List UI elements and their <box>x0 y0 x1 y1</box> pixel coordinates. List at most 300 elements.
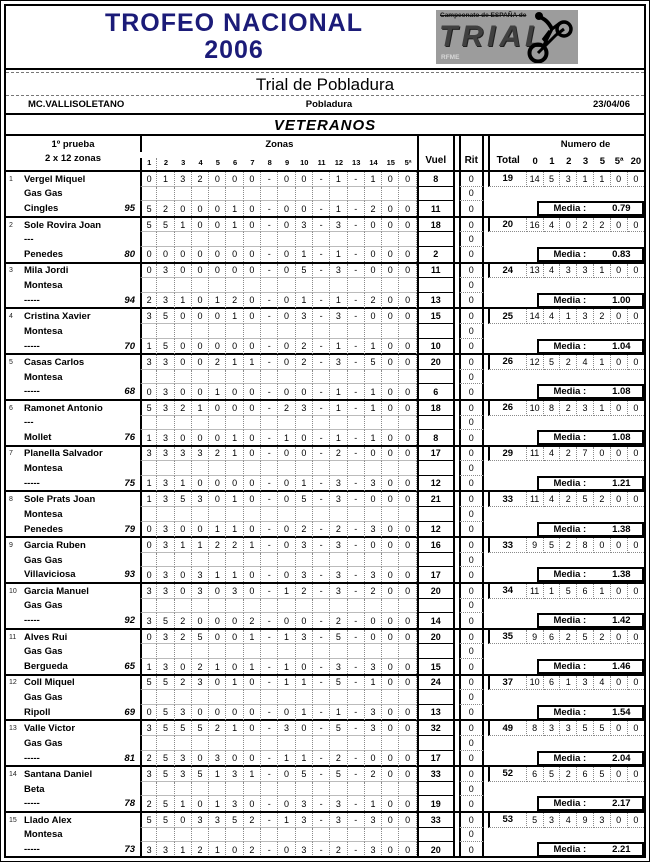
zone-score-cell: - <box>261 218 278 233</box>
zone-empty-cell <box>399 461 416 476</box>
zone-score-cell: 3 <box>175 172 192 187</box>
zone-score-cell: 0 <box>365 247 382 262</box>
rider-position-spacer <box>6 416 20 431</box>
media-box <box>537 842 644 857</box>
media-label: Media : <box>553 523 587 535</box>
rider-block <box>6 721 644 767</box>
zone-score-cell: - <box>313 492 330 507</box>
zone-score-cell: 0 <box>399 613 416 628</box>
zone-score-cell: 0 <box>278 201 295 216</box>
zone-empty-cell <box>175 644 192 659</box>
zone-empty-cell <box>278 782 295 797</box>
zone-score-cell: 0 <box>140 538 157 553</box>
numero-count-cell: 4 <box>544 447 561 462</box>
numero-count-cell: 0 <box>594 538 611 553</box>
vuel-lap2-cell: 19 <box>417 796 455 811</box>
zone-score-cell: 0 <box>140 567 157 582</box>
numero-count-cell: 1 <box>560 676 577 691</box>
zone-score-cell: 3 <box>157 522 174 537</box>
zone-score-cell: 0 <box>382 751 399 766</box>
zone-score-cell: 2 <box>209 355 226 370</box>
zone-score-cell: 3 <box>175 751 192 766</box>
zone-score-cell: 3 <box>157 476 174 491</box>
zone-score-cell: 0 <box>296 613 313 628</box>
zone-empty-cell <box>296 553 313 568</box>
zone-score-cell: 1 <box>157 172 174 187</box>
zone-empty-cell <box>244 644 261 659</box>
zone-score-cell: 0 <box>192 309 209 324</box>
zone-score-cell: 1 <box>226 721 243 736</box>
zone-score-cell: 0 <box>140 630 157 645</box>
rit-cell: 0 <box>459 507 484 522</box>
vuel-lap1-cell: 33 <box>417 813 455 828</box>
media-box <box>537 430 644 445</box>
zone-score-cell: - <box>313 218 330 233</box>
zone-empty-cell <box>192 187 209 202</box>
rider-row-brand <box>6 232 644 247</box>
zone-score-cell: 3 <box>330 813 347 828</box>
media-area <box>488 842 645 857</box>
zone-score-cell: 1 <box>175 842 192 857</box>
zone-score-cell: 0 <box>399 584 416 599</box>
zone-score-cell: 3 <box>157 567 174 582</box>
rider-position-spacer <box>6 324 20 339</box>
numero-count-cell: 4 <box>594 676 611 691</box>
zone-score-cell: 0 <box>226 659 243 674</box>
zone-score-cell: - <box>313 430 330 445</box>
zone-score-cell: - <box>348 430 365 445</box>
zone-empty-cell <box>226 828 243 843</box>
zone-score-cell: 3 <box>296 538 313 553</box>
zone-empty-cell <box>313 553 330 568</box>
rider-number: 75 <box>124 477 135 489</box>
zone-score-cell: 0 <box>244 264 261 279</box>
zone-score-cell: - <box>348 201 365 216</box>
zone-score-cell: 1 <box>226 522 243 537</box>
zone-score-cell: 0 <box>175 584 192 599</box>
zone-empty-cell <box>382 507 399 522</box>
zone-empty-cell <box>365 416 382 431</box>
zone-score-cell: 2 <box>330 751 347 766</box>
rider-position-spacer <box>6 430 20 445</box>
numero-count-cell: 1 <box>594 584 611 599</box>
zone-empty-cell <box>365 782 382 797</box>
zone-score-cell: 0 <box>244 339 261 354</box>
zone-score-cell: - <box>261 567 278 582</box>
zone-score-cell: - <box>261 447 278 462</box>
zone-score-cell: 0 <box>209 309 226 324</box>
media-value: 2.21 <box>612 844 631 856</box>
rider-block <box>6 447 644 493</box>
media-label: Media : <box>553 798 587 810</box>
logo-org-label: RFME <box>441 54 460 61</box>
numero-count-cell: 16 <box>527 218 544 233</box>
header-zone-12: 12 <box>334 158 344 167</box>
rider-position-spacer <box>6 659 20 674</box>
numero-count-cell: 5 <box>544 538 561 553</box>
rider-brand: Beta <box>24 783 45 795</box>
zone-empty-cell <box>140 187 157 202</box>
zone-empty-cell <box>313 370 330 385</box>
zone-score-cell: 2 <box>226 538 243 553</box>
zone-score-cell: 5 <box>157 767 174 782</box>
rider-position-spacer <box>6 370 20 385</box>
zone-score-cell: - <box>313 264 330 279</box>
zone-score-cell: 0 <box>226 172 243 187</box>
zone-score-cell: 0 <box>399 705 416 720</box>
zone-score-cell: 5 <box>192 721 209 736</box>
zone-score-cell: - <box>348 172 365 187</box>
zone-score-cell: 0 <box>399 751 416 766</box>
zone-score-cell: 1 <box>226 447 243 462</box>
numero-count-cell: 0 <box>628 630 645 645</box>
zone-empty-cell <box>348 690 365 705</box>
zone-score-cell: 3 <box>140 767 157 782</box>
zone-empty-cell <box>175 187 192 202</box>
vuel-empty-cell <box>417 324 455 339</box>
zone-empty-cell <box>313 599 330 614</box>
rider-row-lap1 <box>6 767 644 782</box>
numero-count-cell: 6 <box>527 767 544 782</box>
numero-count-cell: 0 <box>628 264 645 279</box>
zone-score-cell: 3 <box>330 796 347 811</box>
zone-empty-cell <box>209 416 226 431</box>
vuel-lap1-cell: 18 <box>417 218 455 233</box>
zone-score-cell: 1 <box>175 796 192 811</box>
rider-position: 11 <box>9 633 17 641</box>
zone-empty-cell <box>296 507 313 522</box>
zone-score-cell: 0 <box>365 264 382 279</box>
numero-count-cell: 0 <box>628 447 645 462</box>
rider-club: Cingles <box>24 203 59 215</box>
zone-score-cell: 3 <box>330 355 347 370</box>
zone-empty-cell <box>313 644 330 659</box>
rit-cell: 0 <box>459 461 484 476</box>
zone-score-cell: - <box>261 613 278 628</box>
zone-score-cell: 1 <box>175 538 192 553</box>
numero-count-cell: 1 <box>577 172 594 187</box>
vuel-lap2-cell: 13 <box>417 293 455 308</box>
numero-count-cell: 0 <box>611 172 628 187</box>
zone-score-cell: 1 <box>365 172 382 187</box>
numero-count-cell: 11 <box>527 447 544 462</box>
zone-score-cell: 3 <box>140 842 157 857</box>
zone-score-cell: 5 <box>296 492 313 507</box>
zone-score-cell: 0 <box>399 842 416 857</box>
zone-score-cell: 5 <box>330 721 347 736</box>
zone-score-cell: 3 <box>209 813 226 828</box>
rit-cell: 0 <box>459 676 484 691</box>
rider-row-brand <box>6 828 644 843</box>
rider-block <box>6 401 644 447</box>
zone-score-cell: 1 <box>226 676 243 691</box>
rider-position-spacer <box>6 842 20 857</box>
numero-count-cell: 14 <box>527 309 544 324</box>
zone-score-cell: 0 <box>209 613 226 628</box>
rider-name: Sole Prats Joan <box>24 494 96 506</box>
numero-count-cell: 4 <box>544 218 561 233</box>
rit-cell: 0 <box>459 538 484 553</box>
zone-score-cell: - <box>348 522 365 537</box>
zone-score-cell: 1 <box>278 813 295 828</box>
zone-score-cell: - <box>348 384 365 399</box>
rider-row-lap1 <box>6 218 644 233</box>
zone-score-cell: 0 <box>244 172 261 187</box>
zone-empty-cell <box>244 690 261 705</box>
zone-score-cell: 3 <box>330 309 347 324</box>
zone-score-cell: 0 <box>244 247 261 262</box>
zone-score-cell: 0 <box>209 430 226 445</box>
zone-score-cell: 0 <box>382 172 399 187</box>
zone-score-cell: 5 <box>140 201 157 216</box>
media-box <box>537 293 644 308</box>
zone-score-cell: - <box>313 659 330 674</box>
zone-score-cell: 0 <box>140 247 157 262</box>
zone-empty-cell <box>226 782 243 797</box>
zone-score-cell: 0 <box>382 538 399 553</box>
header-zone-11: 11 <box>317 158 326 167</box>
zone-score-cell: 2 <box>278 401 295 416</box>
zone-score-cell: 0 <box>140 705 157 720</box>
header-zone-2: 2 <box>163 158 169 167</box>
zone-score-cell: 0 <box>192 522 209 537</box>
media-area <box>488 201 645 216</box>
numero-count-cell: 2 <box>594 492 611 507</box>
zone-empty-cell <box>296 828 313 843</box>
zone-empty-cell <box>296 278 313 293</box>
zone-score-cell: 0 <box>209 218 226 233</box>
rider-row-lap2 <box>6 705 644 720</box>
rider-brand: Gas Gas <box>24 188 63 200</box>
zone-empty-cell <box>140 644 157 659</box>
zone-score-cell: 1 <box>209 796 226 811</box>
zone-score-cell: 2 <box>192 842 209 857</box>
rider-block <box>6 538 644 584</box>
numero-count-cell: 3 <box>560 721 577 736</box>
numero-count-cell: 4 <box>544 309 561 324</box>
zone-empty-cell <box>330 736 347 751</box>
zone-empty-cell <box>382 370 399 385</box>
zone-score-cell: 3 <box>175 447 192 462</box>
zone-score-cell: 0 <box>399 355 416 370</box>
zone-score-cell: 2 <box>140 751 157 766</box>
numero-count-cell: 9 <box>577 813 594 828</box>
zone-score-cell: 3 <box>175 767 192 782</box>
total-cell: 53 <box>488 813 527 828</box>
zone-empty-cell <box>330 416 347 431</box>
zone-score-cell: - <box>348 705 365 720</box>
vuel-lap2-cell: 2 <box>417 247 455 262</box>
rider-name: Santana Daniel <box>24 768 93 780</box>
zone-empty-cell <box>313 278 330 293</box>
zone-score-cell: - <box>261 430 278 445</box>
zone-score-cell: 0 <box>382 247 399 262</box>
rider-brand: Montesa <box>24 463 63 475</box>
zone-score-cell: 3 <box>140 355 157 370</box>
zone-score-cell: - <box>348 447 365 462</box>
media-box <box>537 751 644 766</box>
zone-score-cell: 3 <box>296 630 313 645</box>
zone-score-cell: 1 <box>330 401 347 416</box>
media-label: Media : <box>553 615 587 627</box>
vuel-empty-cell <box>417 644 455 659</box>
zone-score-cell: 0 <box>382 264 399 279</box>
zone-score-cell: 0 <box>399 247 416 262</box>
numero-count-cell: 1 <box>594 401 611 416</box>
zone-score-cell: 3 <box>140 447 157 462</box>
numero-count-cell: 0 <box>611 538 628 553</box>
header-zone-6: 6 <box>233 158 238 167</box>
rider-position: 6 <box>9 404 13 412</box>
zone-empty-cell <box>140 599 157 614</box>
rider-block <box>6 813 644 857</box>
header-rit: Rit <box>459 136 484 170</box>
zone-empty-cell <box>296 599 313 614</box>
rider-name: Cristina Xavier <box>24 311 91 323</box>
right-empty-area <box>488 278 645 293</box>
zone-score-cell: 0 <box>244 476 261 491</box>
zone-score-cell: 0 <box>365 309 382 324</box>
zone-score-cell: 0 <box>244 447 261 462</box>
table-header <box>6 136 644 172</box>
total-cell: 49 <box>488 721 527 736</box>
rider-row-lap2 <box>6 567 644 582</box>
zone-score-cell: - <box>348 401 365 416</box>
zone-empty-cell <box>175 828 192 843</box>
zone-score-cell: 0 <box>157 247 174 262</box>
zone-score-cell: - <box>348 813 365 828</box>
rit-cell: 0 <box>459 309 484 324</box>
zone-score-cell: 0 <box>278 567 295 582</box>
rider-position-spacer <box>6 690 20 705</box>
zone-score-cell: 0 <box>399 430 416 445</box>
zone-score-cell: 0 <box>278 218 295 233</box>
zone-empty-cell <box>399 507 416 522</box>
zone-empty-cell <box>399 553 416 568</box>
zone-score-cell: 0 <box>399 659 416 674</box>
zone-score-cell: 3 <box>140 309 157 324</box>
rider-brand: Gas Gas <box>24 646 63 658</box>
zone-empty-cell <box>365 370 382 385</box>
rider-row-lap2 <box>6 293 644 308</box>
zone-score-cell: 0 <box>278 538 295 553</box>
zone-score-cell: 0 <box>278 339 295 354</box>
numero-count-cell: 5 <box>527 813 544 828</box>
sheet-inner-frame <box>4 4 646 858</box>
rider-block <box>6 172 644 218</box>
zone-empty-cell <box>348 232 365 247</box>
zone-score-cell: 0 <box>244 218 261 233</box>
zone-empty-cell <box>348 507 365 522</box>
zone-score-cell: 0 <box>278 842 295 857</box>
zone-score-cell: 3 <box>192 676 209 691</box>
numero-count-cell: 8 <box>527 721 544 736</box>
rider-brand: --- <box>24 417 34 429</box>
zone-score-cell: 0 <box>399 813 416 828</box>
zone-score-cell: 3 <box>157 264 174 279</box>
organizing-club: MC.VALLISOLETANO <box>28 99 125 110</box>
zone-empty-cell <box>365 553 382 568</box>
numero-count-cell: 9 <box>527 538 544 553</box>
media-area <box>488 522 645 537</box>
zone-score-cell: 0 <box>399 201 416 216</box>
zone-score-cell: 2 <box>209 447 226 462</box>
zone-score-cell: 0 <box>382 676 399 691</box>
zone-empty-cell <box>140 278 157 293</box>
zone-score-cell: 1 <box>209 767 226 782</box>
vuel-empty-cell <box>417 187 455 202</box>
zone-score-cell: - <box>348 339 365 354</box>
rider-row-lap1 <box>6 538 644 553</box>
numero-count-cell: 0 <box>611 264 628 279</box>
vuel-lap2-cell: 12 <box>417 476 455 491</box>
riders-table-body <box>6 172 644 857</box>
rit-cell: 0 <box>459 430 484 445</box>
rit-cell: 0 <box>459 187 484 202</box>
vuel-empty-cell <box>417 416 455 431</box>
numero-count-cell: 2 <box>577 218 594 233</box>
zone-empty-cell <box>209 828 226 843</box>
rider-position-spacer <box>6 278 20 293</box>
zone-score-cell: 1 <box>209 842 226 857</box>
rider-number: 78 <box>124 798 135 810</box>
zone-empty-cell <box>226 599 243 614</box>
numero-count-cell: 0 <box>628 721 645 736</box>
zone-score-cell: - <box>348 767 365 782</box>
zone-score-cell: 3 <box>157 538 174 553</box>
zone-score-cell: - <box>348 796 365 811</box>
zone-score-cell: 3 <box>296 796 313 811</box>
zone-score-cell: 2 <box>330 613 347 628</box>
zone-score-cell: 0 <box>382 355 399 370</box>
media-label: Media : <box>553 203 587 215</box>
media-box <box>537 339 644 354</box>
rider-name: Casas Carlos <box>24 356 85 368</box>
zone-empty-cell <box>157 370 174 385</box>
rit-cell: 0 <box>459 476 484 491</box>
header-prueba <box>6 136 140 170</box>
zone-score-cell: - <box>348 751 365 766</box>
rider-block <box>6 767 644 813</box>
header-prueba-line2: 2 x 12 zonas <box>45 153 101 164</box>
media-area <box>488 339 645 354</box>
zone-score-cell: 3 <box>278 721 295 736</box>
zone-score-cell: 0 <box>399 796 416 811</box>
zone-empty-cell <box>296 416 313 431</box>
numero-count-cell: 0 <box>594 447 611 462</box>
zone-empty-cell <box>365 461 382 476</box>
zone-score-cell: - <box>313 705 330 720</box>
rider-brand: --- <box>24 234 34 246</box>
zone-score-cell: 0 <box>278 796 295 811</box>
zone-empty-cell <box>365 690 382 705</box>
zone-score-cell: 3 <box>365 721 382 736</box>
zone-score-cell: 0 <box>365 447 382 462</box>
zone-score-cell: 1 <box>278 584 295 599</box>
total-cell: 26 <box>488 355 527 370</box>
zone-empty-cell <box>382 187 399 202</box>
total-cell: 35 <box>488 630 527 645</box>
zone-empty-cell <box>382 690 399 705</box>
zone-score-cell: - <box>261 538 278 553</box>
zone-score-cell: 0 <box>278 705 295 720</box>
zone-score-cell: - <box>313 538 330 553</box>
zone-score-cell: 0 <box>382 705 399 720</box>
rit-cell: 0 <box>459 736 484 751</box>
rider-row-lap1 <box>6 401 644 416</box>
right-empty-area <box>488 690 645 705</box>
header-zone-8: 8 <box>267 158 272 167</box>
